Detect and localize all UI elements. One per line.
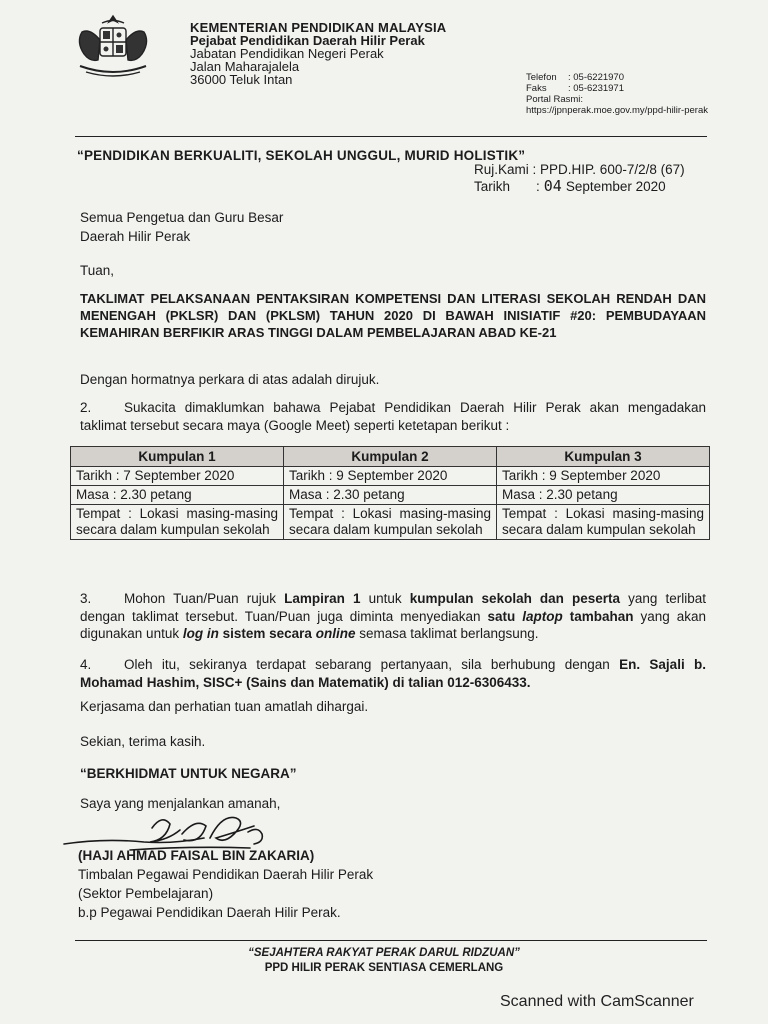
- footer-tagline: PPD HILIR PERAK SENTIASA CEMERLANG: [264, 962, 504, 974]
- paragraph-3-text: yang terlibat dengan taklimat tersebut. Tuan/Puan juga diminta menyediakan: [80, 591, 707, 624]
- table-cell: Tarikh : 9 September 2020: [284, 467, 497, 486]
- recipient-line-2: Daerah Hilir Perak: [80, 229, 191, 244]
- table-cell: Masa : 2.30 petang: [284, 486, 497, 505]
- table-cell: Tempat : Lokasi masing-masing secara dalam kumpulan sekolah: [71, 505, 284, 540]
- ruj-label: Ruj.Kami: [474, 162, 529, 177]
- paragraph-2: [80, 399, 706, 434]
- motto: “PENDIDIKAN BERKUALITI, SEKOLAH UNGGUL, MURID HOLISTIK”: [77, 148, 526, 163]
- recipient-line-1: Semua Pengetua dan Guru Besar: [80, 210, 284, 225]
- paragraph-2-text: Sukacita dimaklumkan bahawa Pejabat Pendidikan Daerah Hilir Perak akan mengadakan taklimat tersebut secara maya (Google Meet) seperti ketetapan berikut :: [80, 400, 706, 433]
- table-cell: Masa : 2.30 petang: [71, 486, 284, 505]
- contact-info: [526, 72, 708, 116]
- tarikh-separator: :: [536, 179, 540, 194]
- department-name: Jabatan Pendidikan Negeri Perak: [190, 46, 384, 61]
- faks-value: : 05-6231971: [568, 83, 624, 94]
- thanks-line: Kerjasama dan perhatian tuan amatlah dihargai.: [80, 699, 369, 714]
- tarikh-day: 04: [543, 177, 562, 195]
- paragraph-4-text: Oleh itu, sekiranya terdapat sebarang pertanyaan, sila berhubung dengan: [124, 657, 620, 672]
- table-header-row: [71, 447, 710, 467]
- paragraph-3-text: semasa taklimat berlangsung.: [355, 626, 539, 641]
- telefon-value: : 05-6221970: [568, 72, 624, 83]
- table-cell: Tarikh : 9 September 2020: [497, 467, 710, 486]
- portal-url: https://jpnperak.moe.gov.my/ppd-hilir-perak: [526, 105, 708, 116]
- ministry-address: [190, 21, 446, 86]
- tambahan-emphasis: tambahan: [569, 608, 634, 624]
- paragraph-3-text: yang akan digunakan untuk: [80, 608, 706, 641]
- signer-title-2: (Sektor Pembelajaran): [78, 886, 214, 901]
- contact-person: En. Sajali b. Mohamad Hashim, SISC+ (Sains dan Matematik) di talian 012-6306433.: [80, 657, 707, 690]
- paragraph-3-text: Mohon Tuan/Puan rujuk: [124, 591, 285, 606]
- footer-divider: [75, 940, 707, 941]
- office-name: Pejabat Pendidikan Daerah Hilir Perak: [190, 33, 425, 48]
- paragraph-3-text: untuk: [360, 591, 410, 606]
- table-header-kumpulan-1: Kumpulan 1: [71, 447, 284, 467]
- address-city: 36000 Teluk Intan: [190, 72, 293, 87]
- ministry-name: KEMENTERIAN PENDIDIKAN MALAYSIA: [190, 20, 447, 35]
- salutation: Tuan,: [80, 263, 115, 278]
- table-row-tempat: [71, 505, 710, 540]
- footer-slogan: “SEJAHTERA RAKYAT PERAK DARUL RIDZUAN”: [248, 947, 520, 959]
- table-cell: Tarikh : 7 September 2020: [71, 467, 284, 486]
- signer-block: [78, 846, 373, 922]
- faks-label: Faks: [526, 83, 547, 94]
- table-cell: Masa : 2.30 petang: [497, 486, 710, 505]
- tarikh-month-year: September 2020: [565, 179, 666, 194]
- sistem-emphasis: sistem secara: [222, 626, 312, 641]
- table-header-kumpulan-2: Kumpulan 2: [284, 447, 497, 467]
- signer-title-1: Timbalan Pegawai Pendidikan Daerah Hilir Perak: [78, 867, 374, 882]
- reference-block: [474, 162, 685, 195]
- laptop-emphasis: laptop: [522, 608, 563, 624]
- camscanner-watermark: Scanned with CamScanner: [500, 993, 694, 1010]
- recipient: [80, 208, 283, 246]
- login-emphasis: log in: [182, 626, 219, 641]
- table-cell: Tempat : Lokasi masing-masing secara dalam kumpulan sekolah: [284, 505, 497, 540]
- paragraph-4: [80, 656, 706, 691]
- paragraph-3-number: 3.: [80, 591, 92, 606]
- paragraph-2-number: 2.: [80, 400, 92, 415]
- online-emphasis: online: [315, 626, 356, 641]
- table-cell: Tempat : Lokasi masing-masing secara dalam kumpulan sekolah: [497, 505, 710, 540]
- header-divider: [75, 136, 707, 137]
- signer-title-3: b.p Pegawai Pendidikan Daerah Hilir Perak.: [78, 905, 341, 920]
- amanah-line: Saya yang menjalankan amanah,: [80, 796, 281, 811]
- slogan: “BERKHIDMAT UNTUK NEGARA”: [80, 766, 297, 781]
- ruj-value: : PPD.HIP. 600-7/2/8 (67): [532, 162, 685, 177]
- paragraph-3-text: [563, 609, 570, 624]
- lampiran-emphasis: Lampiran 1: [284, 591, 361, 606]
- subject-heading: TAKLIMAT PELAKSANAAN PENTAKSIRAN KOMPETENSI DAN LITERASI SEKOLAH RENDAH DAN MENENGAH (PKLSR) DAN (PKLSM) TAHUN 2020 DI BAWAH INISIATIF #20: PEMBUDAYAAN KEMAHIRAN BERFIKIR ARAS TINGGI DALAM PEMBELAJARAN ABAD KE-21: [80, 291, 706, 340]
- address-street: Jalan Maharajalela: [190, 59, 300, 74]
- signer-name: (HAJI AHMAD FAISAL BIN ZAKARIA): [78, 848, 315, 863]
- schedule-table: [70, 446, 710, 540]
- paragraph-4-number: 4.: [80, 657, 92, 672]
- portal-label: Portal Rasmi:: [526, 94, 584, 105]
- peserta-emphasis: kumpulan sekolah dan peserta: [409, 591, 621, 606]
- table-row-tarikh: [71, 467, 710, 486]
- table-header-kumpulan-3: Kumpulan 3: [497, 447, 710, 467]
- malaysia-coat-of-arms-icon: [72, 14, 154, 82]
- telefon-label: Telefon: [526, 72, 557, 83]
- tarikh-label: Tarikh: [474, 179, 511, 194]
- sekian-line: Sekian, terima kasih.: [80, 734, 206, 749]
- satu-emphasis: satu: [487, 608, 516, 624]
- table-row-masa: [71, 486, 710, 505]
- intro-paragraph: Dengan hormatnya perkara di atas adalah dirujuk.: [80, 372, 380, 387]
- paragraph-3: [80, 590, 706, 643]
